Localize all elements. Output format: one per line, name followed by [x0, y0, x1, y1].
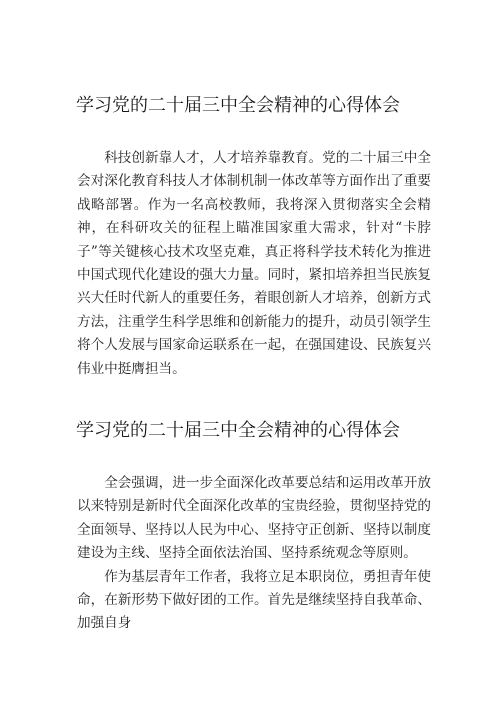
body-paragraph: 全会强调，进一步全面深化改革要总结和运用改革开放以来特别是新时代全面深化改革的宝贵经验，贯彻坚持党的全面领导、坚持以人民为中心、坚持守正创新、坚持以制度建设为主线、坚持全面依法治国、坚持系统观念等原则。 — [77, 475, 431, 562]
article-section-2 — [0, 419, 500, 443]
article-section-1 — [0, 94, 500, 118]
article-title: 学习党的二十届三中全会精神的心得体会 — [76, 420, 400, 441]
article-body — [77, 147, 431, 381]
article-body — [77, 472, 431, 636]
article-title: 学习党的二十届三中全会精神的心得体会 — [76, 95, 400, 116]
body-paragraph: 科技创新靠人才，人才培养靠教育。党的二十届三中全会对深化教育科技人才体制机制一体改革等方面作出了重要战略部署。作为一名高校教师，我将深入贯彻落实全会精神，在科研攻关的征程上瞄准国家重大需求，针对“卡脖子”等关键核心技术攻坚克难，真正将科学技术转化为推进中国式现代化建设的强大力量。同时，紧扣培养担当民族复兴大任时代新人的重要任务，着眼创新人才培养，创新方式方法，注重学生科学思维和创新能力的提升，动员引领学生将个人发展与国家命运联系在一起，在强国建设、民族复兴伟业中挺膺担当。 — [77, 150, 431, 377]
body-paragraph: 作为基层青年工作者，我将立足本职岗位，勇担青年使命，在新形势下做好团的工作。首先是继续坚持自我革命、加强自身 — [77, 568, 431, 632]
